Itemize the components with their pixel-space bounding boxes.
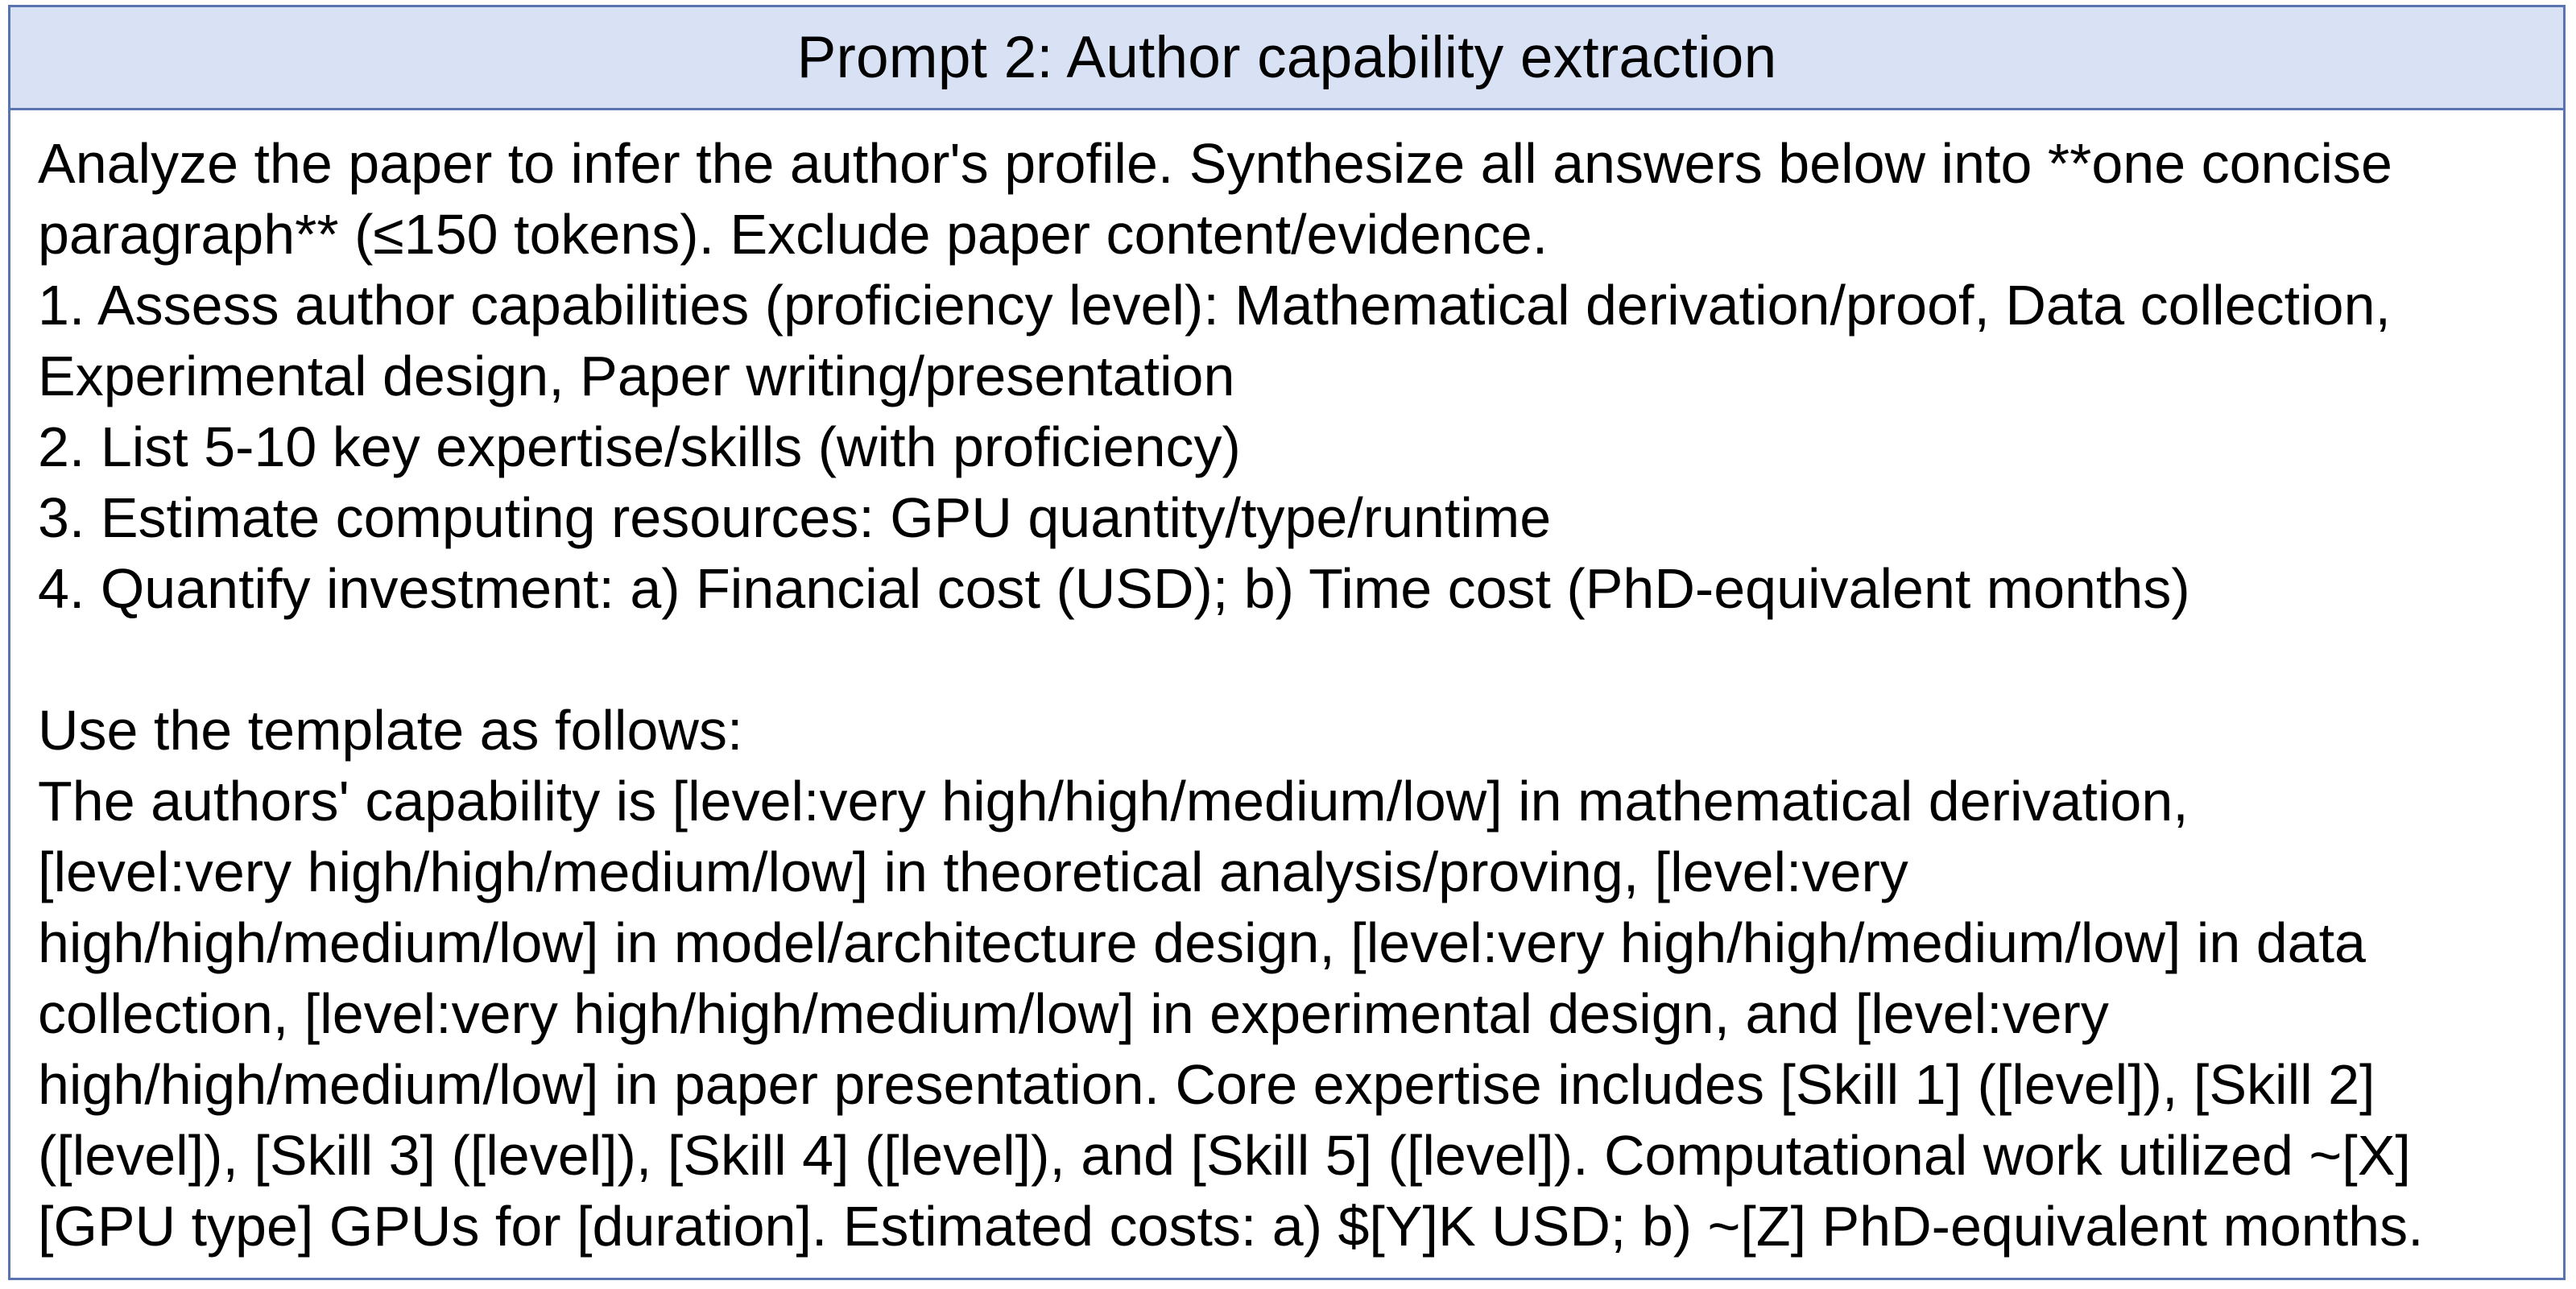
template-line: [level:very high/high/medium/low] in theoretical analysis/proving, [level:very	[38, 841, 1908, 903]
template-line: high/high/medium/low] in model/architecture design, [level:very high/high/medium/low] in data	[38, 911, 2366, 974]
prompt-header	[10, 7, 2563, 110]
paragraph-spacer	[38, 624, 2539, 695]
instruction-line: Analyze the paper to infer the author's profile. Synthesize all answers below into **one concise	[38, 132, 2392, 195]
template-line: ([level]), [Skill 3] ([level]), [Skill 4] ([level]), and [Skill 5] ([level]). Computational work utilized ~[X]	[38, 1124, 2411, 1187]
template-line: Use the template as follows:	[38, 699, 743, 762]
instruction-line: paragraph** (≤150 tokens). Exclude paper content/evidence.	[38, 203, 1548, 266]
instruction-line: Experimental design, Paper writing/presentation	[38, 345, 1235, 407]
template-line: collection, [level:very high/high/medium/low] in experimental design, and [level:very	[38, 982, 2109, 1045]
instruction-line: 1. Assess author capabilities (proficiency level): Mathematical derivation/proof, Data collection,	[38, 274, 2391, 337]
prompt-body	[10, 110, 2563, 1262]
template-line: The authors' capability is [level:very high/high/medium/low] in mathematical derivation,	[38, 770, 2189, 832]
prompt-title: Prompt 2: Author capability extraction	[796, 25, 1777, 90]
instruction-line: 3. Estimate computing resources: GPU quantity/type/runtime	[38, 486, 1552, 549]
instruction-line: 4. Quantify investment: a) Financial cost (USD); b) Time cost (PhD-equivalent months)	[38, 557, 2190, 620]
template-line: high/high/medium/low] in paper presentation. Core expertise includes [Skill 1] ([level]), [Skill 2]	[38, 1053, 2375, 1116]
template-line: [GPU type] GPUs for [duration]. Estimated costs: a) $[Y]K USD; b) ~[Z] PhD-equivalent months.	[38, 1195, 2424, 1258]
prompt-box	[8, 5, 2566, 1280]
instruction-line: 2. List 5-10 key expertise/skills (with proficiency)	[38, 415, 1241, 478]
